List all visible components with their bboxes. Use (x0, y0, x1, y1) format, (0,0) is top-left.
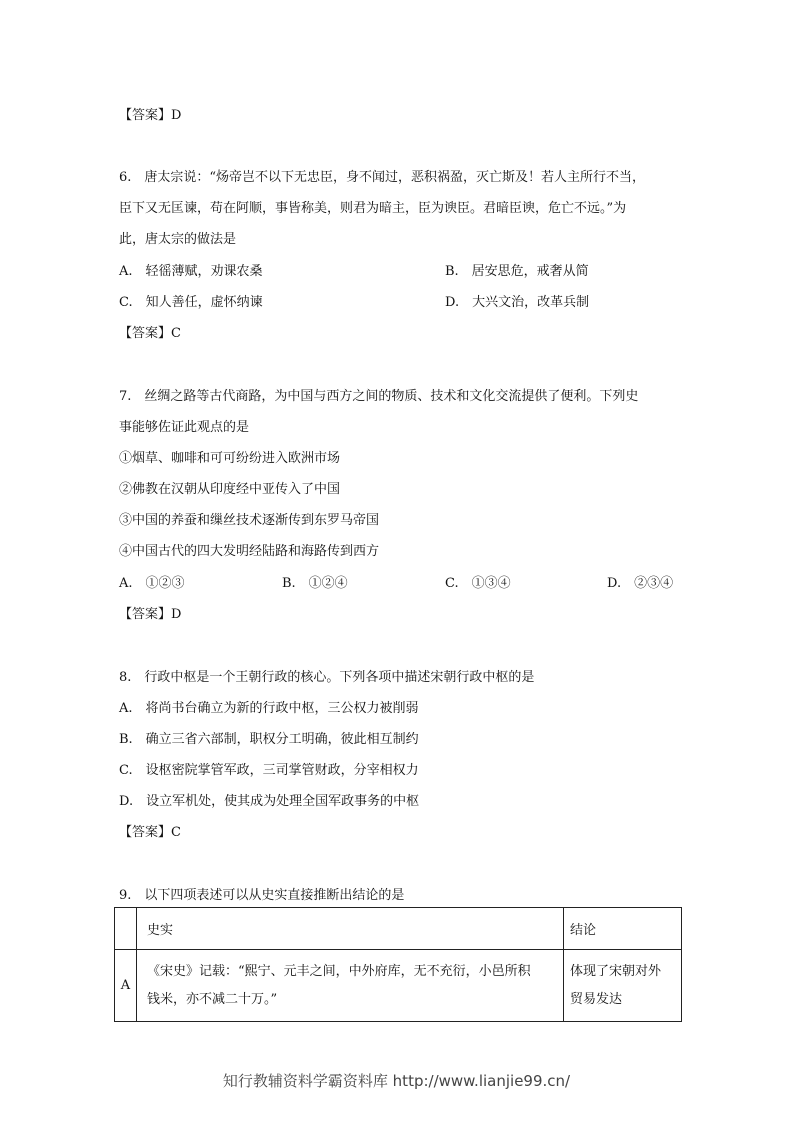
q7-item-3: ③中国的养蚕和缫丝技术逐渐传到东罗马帝国 (119, 513, 380, 528)
row-a-fact (137, 950, 564, 1022)
row-a-label: A (115, 950, 137, 1022)
row-a-conclusion-line-1: 体现了宋朝对外 (570, 963, 662, 979)
q7-option-c: C. ①③④ (445, 576, 511, 591)
table-header-blank (115, 908, 137, 950)
q6-option-c: C. 知人善任，虚怀纳谏 (119, 295, 263, 310)
q8-stem: 8. 行政中枢是一个王朝行政的核心。下列各项中描述宋朝行政中枢的是 (119, 670, 535, 685)
q6-stem-line-2: 臣下又无匡谏，苟在阿顺，事皆称美，则君为暗主，臣为谀臣。君暗臣谀，危亡不远。”为 (119, 201, 627, 216)
row-a-conclusion (564, 950, 682, 1022)
q7-option-a: A. ①②③ (119, 576, 185, 591)
q7-stem-line-2: 事能够佐证此观点的是 (119, 420, 250, 435)
q7-option-b: B. ①②④ (282, 576, 348, 591)
q8-option-b: B. 确立三省六部制，职权分工明确，彼此相互制约 (119, 732, 419, 747)
q6-option-b: B. 居安思危，戒奢从简 (445, 264, 589, 279)
q8-option-d: D. 设立军机处，使其成为处理全国军政事务的中枢 (119, 794, 420, 809)
q7-item-2: ②佛教在汉朝从印度经中亚传入了中国 (119, 482, 341, 497)
q6-option-d: D. 大兴文治，改革兵制 (445, 295, 590, 310)
answer-q7: 【答案】D (119, 607, 182, 622)
row-a-fact-line-1: 《宋史》记载：“熙宁、元丰之间，中外府库，无不充衍，小邑所积 (147, 963, 531, 979)
row-a-conclusion-line-2: 贸易发达 (570, 991, 623, 1007)
q8-option-a: A. 将尚书台确立为新的行政中枢，三公权力被削弱 (119, 701, 419, 716)
q9-facts-table (114, 907, 682, 1022)
q7-item-1: ①烟草、咖啡和可可纷纷进入欧洲市场 (119, 451, 341, 466)
table-header-conclusion: 结论 (564, 908, 682, 950)
q6-stem-line-1: 6. 唐太宗说：“炀帝岂不以下无忠臣，身不闻过，恶积祸盈，灭亡斯及！若人主所行不当， (119, 170, 646, 185)
answer-q6: 【答案】C (119, 326, 181, 341)
q9-stem: 9. 以下四项表述可以从史实直接推断出结论的是 (119, 888, 405, 903)
q6-option-a: A. 轻徭薄赋，劝课农桑 (119, 264, 263, 279)
row-a-fact-line-2: 钱米，亦不减二十万。” (147, 991, 278, 1007)
q7-stem-line-1: 7. 丝绸之路等古代商路，为中国与西方之间的物质、技术和文化交流提供了便利。下列史 (119, 389, 639, 404)
q8-option-c: C. 设枢密院掌管军政，三司掌管财政，分宰相权力 (119, 763, 419, 778)
q7-option-d: D. ②③④ (607, 576, 674, 591)
q6-stem-line-3: 此，唐太宗的做法是 (119, 232, 237, 247)
answer-q8: 【答案】C (119, 825, 181, 840)
page-footer-watermark: 知行教辅资料学霸资料库 http://www.lianjie99.cn/ (222, 1072, 571, 1090)
q7-item-4: ④中国古代的四大发明经陆路和海路传到西方 (119, 544, 380, 559)
table-row (115, 950, 682, 1022)
table-header-fact: 史实 (137, 908, 564, 950)
table-header-row (115, 908, 682, 950)
answer-q5: 【答案】D (119, 108, 182, 123)
